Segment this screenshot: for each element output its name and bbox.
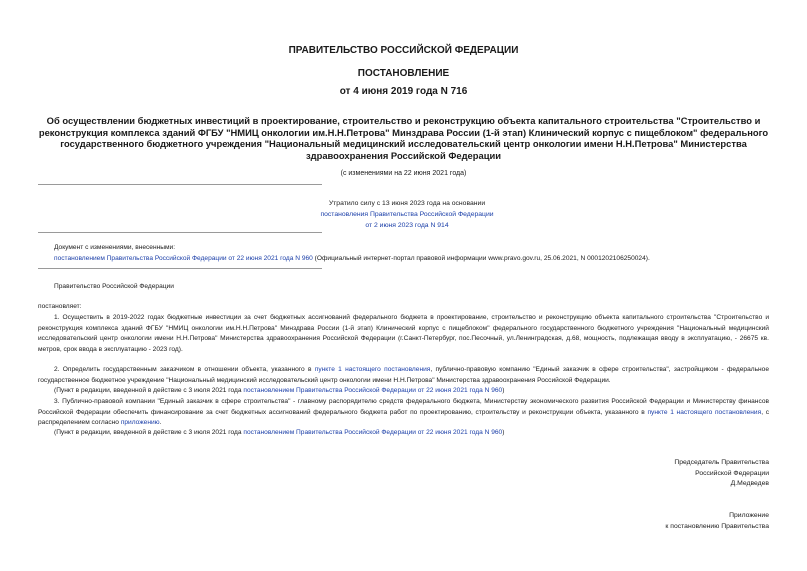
- document-title: Об осуществлении бюджетных инвестиций в проектирование, строительство и реконструкцию объекта капитального строительства "Строительство и реконструкция комплекса зданий ФГБУ "НМИЦ онкологии им.Н.Н.Петрова" Минздрава России (1-й этап) Клинический корпус с пищеблоком" федерального государственного бюджетного учреждения "Национальный медицинский исследовательский центр онкологии имени Н.Н.Петрова" Министерства здравоохранения Российской Федерации: [38, 115, 769, 161]
- appendix-label: Приложение: [729, 512, 769, 519]
- paragraph-3-text-end: .: [159, 419, 162, 427]
- paragraph-1-link[interactable]: пункте 1 настоящего постановления: [647, 408, 762, 416]
- changes-source: (Официальный интернет-портал правовой информации www.pravo.gov.ru, 25.06.2021, N 0001202106250024).: [312, 254, 650, 262]
- signature-position: Председатель Правительства: [674, 459, 769, 466]
- changes-link[interactable]: постановлением Правительства Российской Федерации от 22 июня 2021 года N 960: [54, 254, 313, 262]
- paragraph-3: [38, 397, 769, 429]
- lost-force-text: Утратило силу с 13 июня 2023 года на основании: [328, 200, 486, 207]
- lost-force-block: [282, 198, 532, 231]
- decrees-label: постановляет:: [38, 303, 82, 310]
- paragraph-2-text-end: , публично-правовую компанию "Единый заказчик в сфере строительства", застройщиком - федеральное государственное бюджетное учреждение "Национальный медицинский исследовательский центр онкологии имени Н.Н.Петрова" Министерства здравоохранения Российской Федерации.: [38, 366, 769, 384]
- note-text-end: ): [502, 387, 505, 394]
- note-text: (Пункт в редакции, введенной в действие с 3 июля 2021 года: [54, 429, 244, 436]
- paragraph-1-link[interactable]: пункте 1 настоящего постановления: [314, 366, 431, 373]
- paragraph-3-note: [54, 428, 504, 439]
- government-header: ПРАВИТЕЛЬСТВО РОССИЙСКОЙ ФЕДЕРАЦИИ: [288, 45, 519, 56]
- amendment-link[interactable]: постановлением Правительства Российской Федерации от 22 июня 2021 года N 960: [243, 387, 503, 394]
- appendix-reference: к постановлению Правительства: [665, 522, 769, 530]
- signature-block: [674, 458, 769, 490]
- document-type: ПОСТАНОВЛЕНИЕ: [357, 68, 450, 79]
- changes-label: Документ с изменениями, внесенными:: [54, 244, 176, 251]
- changes-block: [54, 243, 769, 264]
- appendix-link[interactable]: приложению: [120, 419, 160, 427]
- divider: [38, 184, 322, 185]
- divider: [38, 268, 322, 269]
- note-text-end: ): [502, 429, 505, 436]
- paragraph-3-text: 3. Публично-правовой компании "Единый заказчик в сфере строительства" - главному распорядителю средств федерального бюджета, Министерству экономического развития Российской Федерации и Министерству финансов Российской Федерации обеспечить финансирование за счет бюджетных ассигнований федерального бюджета работ по проектированию, строительству и реконструкции объекта, указанного в: [38, 398, 769, 416]
- paragraph-3-text-mid: , с распределением согласно: [38, 408, 769, 427]
- note-text: (Пункт в редакции, введенной в действие с 3 июля 2021 года: [54, 387, 244, 394]
- signature-country: Российской Федерации: [695, 469, 769, 477]
- edition-note: (с изменениями на 22 июня 2021 года): [340, 170, 467, 177]
- signature-name: Д.Медведев: [730, 480, 769, 488]
- paragraph-2-text: 2. Определить государственным заказчиком в отношении объекта, указанного в: [54, 366, 315, 373]
- amendment-link[interactable]: постановлением Правительства Российской Федерации от 22 июня 2021 года N 960: [243, 429, 503, 436]
- divider: [38, 232, 322, 233]
- appendix-header: [665, 511, 769, 532]
- lost-force-link[interactable]: постановления Правительства Российской Федерации: [320, 211, 494, 218]
- government-label: Правительство Российской Федерации: [54, 283, 174, 290]
- lost-force-link-date[interactable]: от 2 июня 2023 года N 914: [365, 222, 449, 229]
- paragraph-2-note: [54, 386, 504, 397]
- paragraph-2: [38, 365, 769, 386]
- paragraph-1: 1. Осуществить в 2019-2022 годах бюджетные инвестиции за счет бюджетных ассигнований федерального бюджета в проектирование, строительство и реконструкцию объекта капитального строительства "Строительство и реконструкция комплекса зданий ФГБУ "НМИЦ онкологии им.Н.Н.Петрова" Минздрава России (1-й этап) Клинический корпус с пищеблоком" федерального государственного бюджетного учреждения "Национальный медицинский исследовательский центр онкологии имени Н.Н.Петрова" Министерства здравоохранения Российской Федерации (г.Санкт-Петербург, пос.Песочный, ул.Ленинградская, д.68, мощность, подлежащая вводу в эксплуатацию, - 26675 кв. метров, срок ввода в эксплуатацию - 2023 год).: [38, 314, 769, 353]
- document-date-number: от 4 июня 2019 года N 716: [339, 86, 468, 97]
